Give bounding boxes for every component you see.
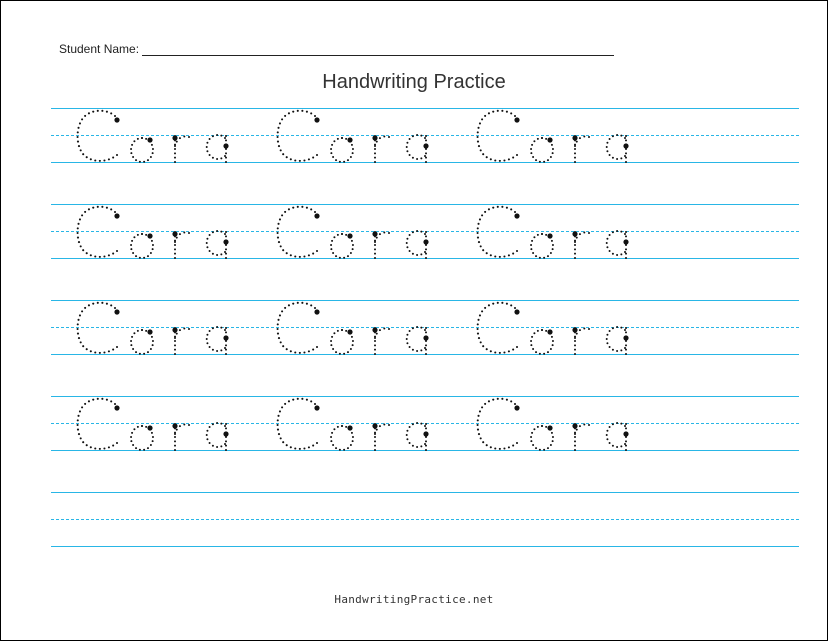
- practice-row: [51, 396, 799, 454]
- tracing-word: [273, 204, 453, 262]
- student-name-label: Student Name:: [59, 42, 140, 56]
- practice-row: [51, 108, 799, 166]
- tracing-word: [73, 204, 253, 262]
- tracing-word: [473, 204, 653, 262]
- tracing-word: [273, 300, 453, 358]
- tracing-word: [73, 396, 253, 454]
- guide-line-dashed: [51, 519, 799, 520]
- tracing-word: [473, 108, 653, 166]
- practice-row: [51, 204, 799, 262]
- practice-row: [51, 300, 799, 358]
- page-title: Handwriting Practice: [322, 71, 506, 93]
- blank-practice-row: [51, 492, 799, 550]
- tracing-word: [273, 396, 453, 454]
- tracing-word: [73, 108, 253, 166]
- guide-line-solid: [51, 546, 799, 547]
- tracing-word: [273, 108, 453, 166]
- guide-line-solid: [51, 492, 799, 493]
- tracing-word: [473, 396, 653, 454]
- tracing-word: [473, 300, 653, 358]
- footer-site: HandwritingPractice.net: [334, 593, 494, 606]
- tracing-word: [73, 300, 253, 358]
- practice-rows: [51, 1, 799, 561]
